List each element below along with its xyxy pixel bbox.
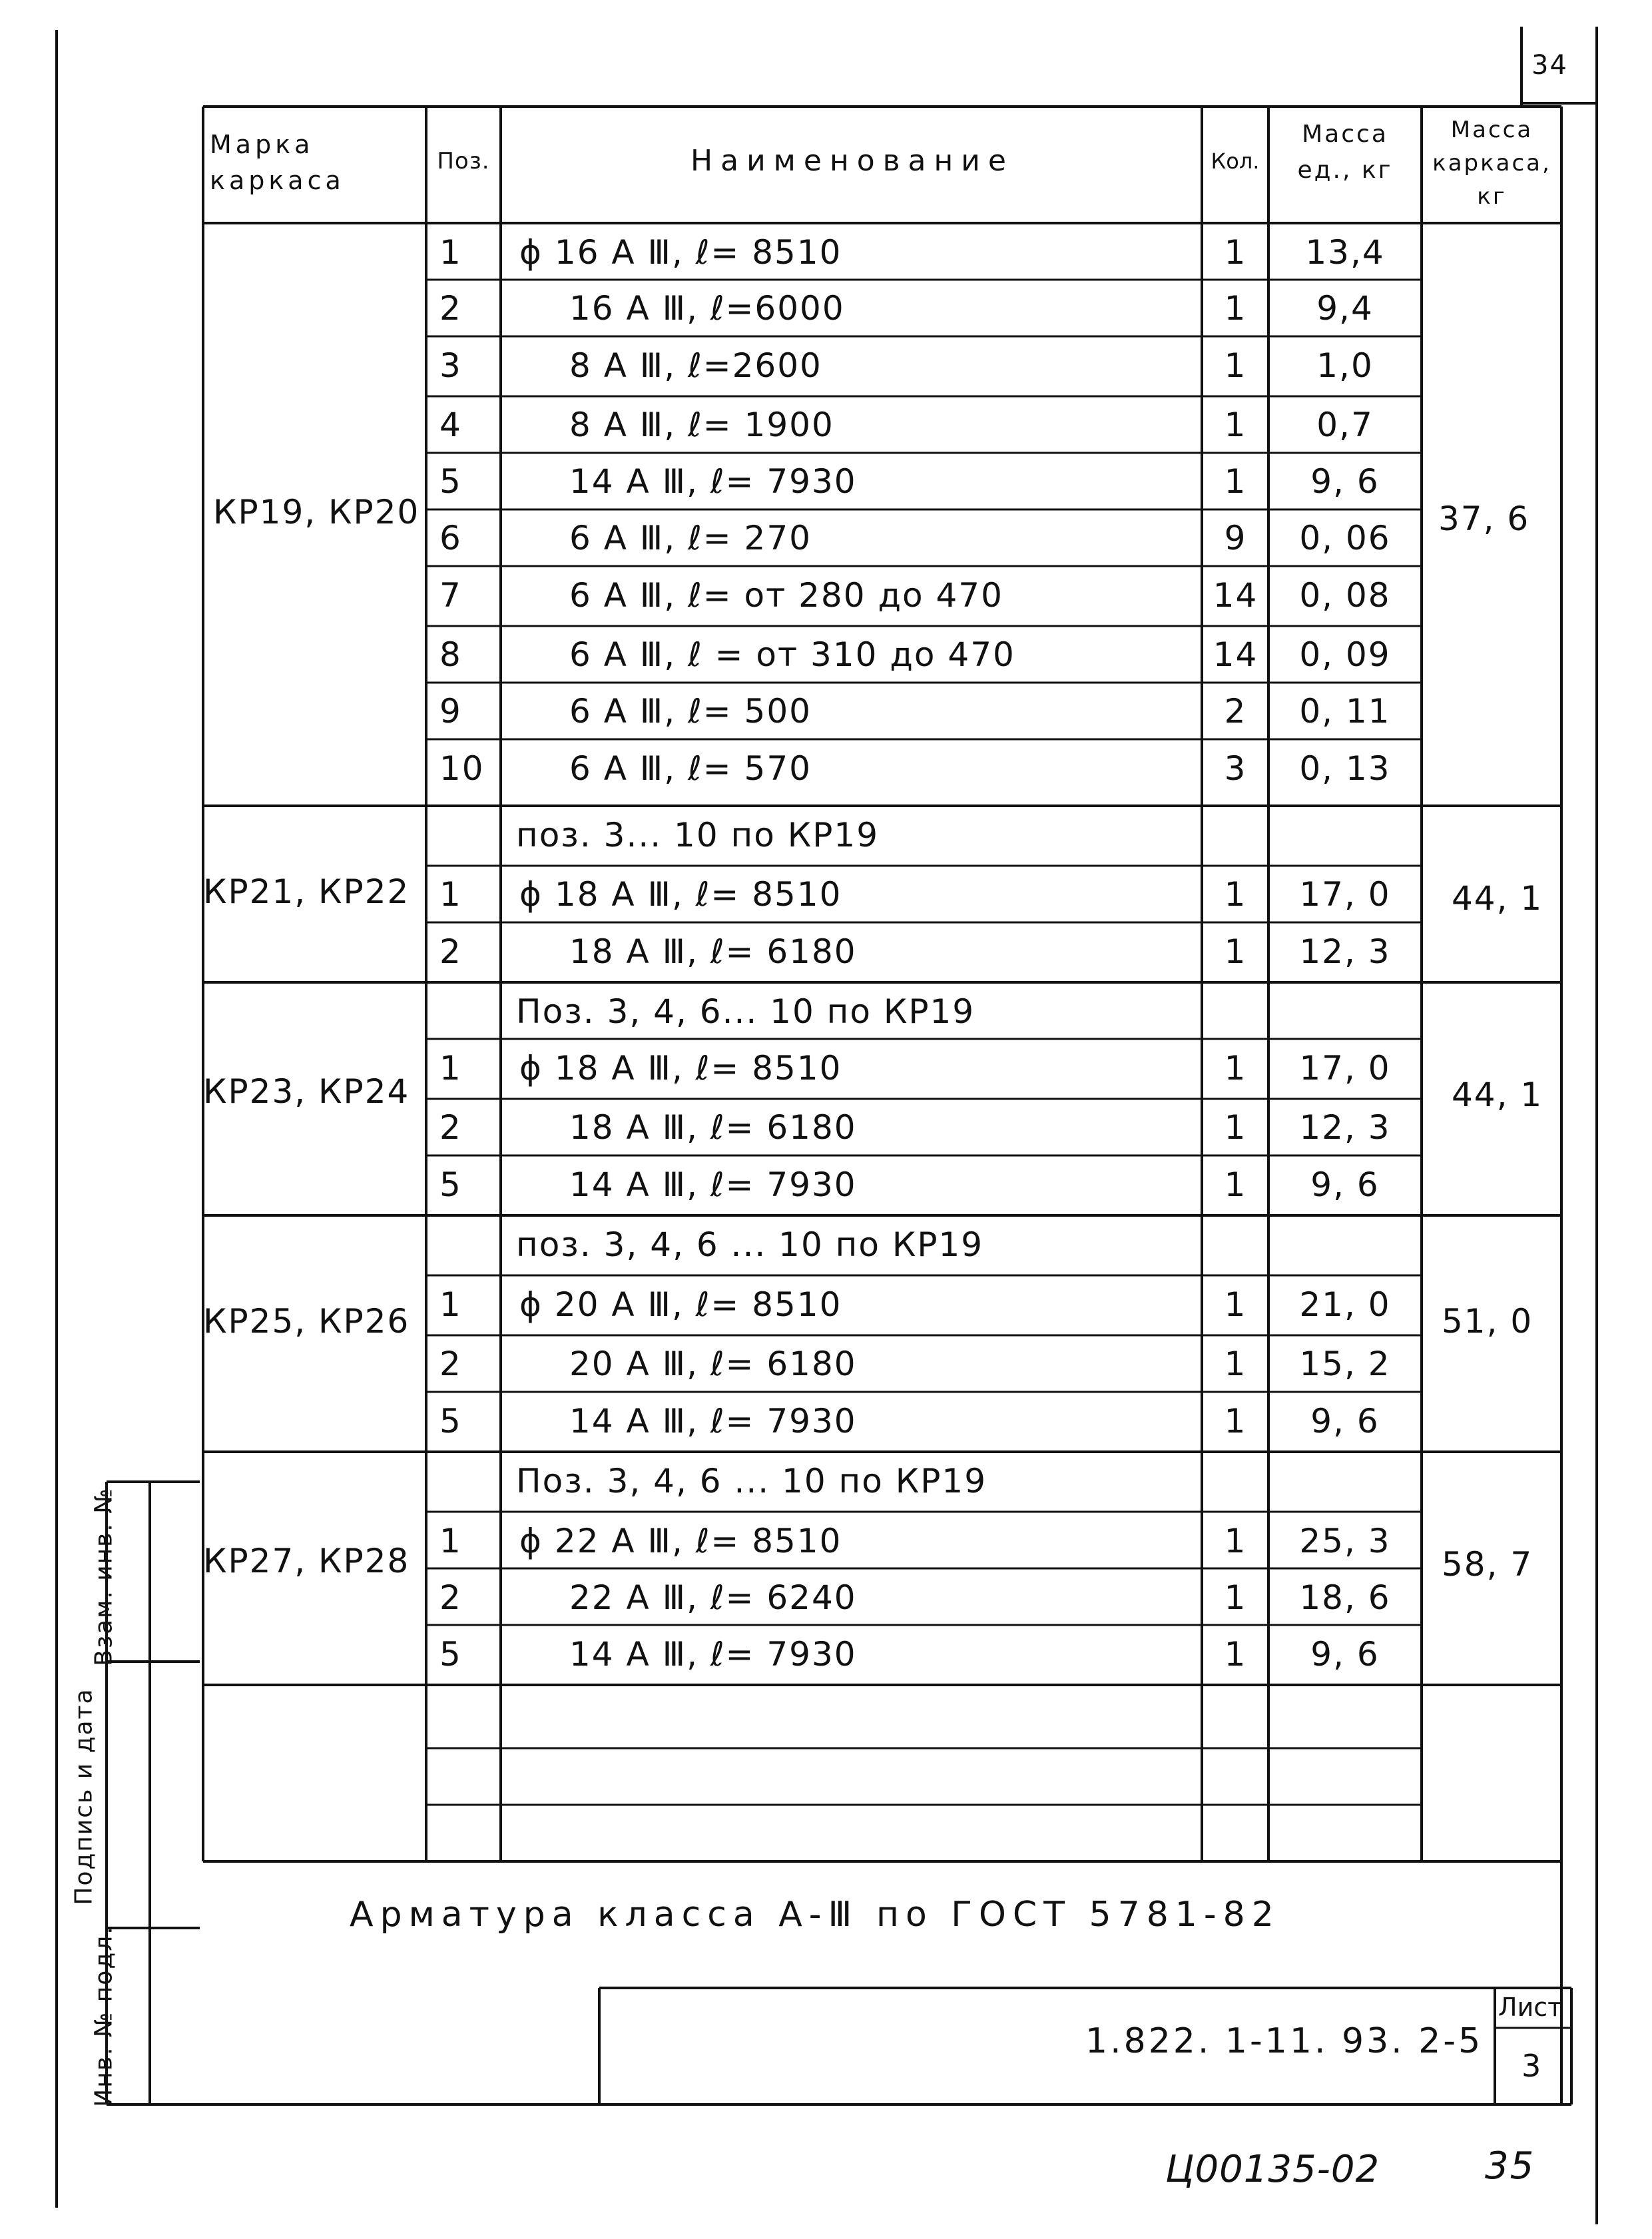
row-name: 14 А Ⅲ, ℓ= 7930 (569, 1165, 857, 1204)
row-qty: 1 (1224, 875, 1247, 914)
row-qty: 1 (1224, 346, 1247, 385)
row-pos: 2 (439, 289, 462, 328)
row-qty: 1 (1224, 1345, 1247, 1383)
row-qty: 1 (1224, 1049, 1247, 1088)
row-name: ϕ 16 А Ⅲ, ℓ= 8510 (519, 233, 842, 272)
row-qty: 1 (1224, 1108, 1247, 1147)
row-qty: 1 (1224, 932, 1247, 971)
stamp-code: Ц00135-02 (1165, 2148, 1380, 2191)
header-unit-mass: Масса ед., кг (1297, 121, 1393, 184)
row-qty: 1 (1224, 1402, 1247, 1440)
row-name: 6 А Ⅲ, ℓ = от 310 до 470 (569, 635, 1015, 674)
row-qty: 9 (1224, 519, 1247, 557)
row-name: ϕ 20 А Ⅲ, ℓ= 8510 (519, 1285, 842, 1324)
row-name: ϕ 22 А Ⅲ, ℓ= 8510 (519, 1522, 842, 1560)
row-pos: 1 (439, 233, 462, 272)
corner-number: 34 (1531, 50, 1568, 81)
group-mark: КР21, КР22 (203, 872, 410, 911)
row-name: 16 А Ⅲ, ℓ=6000 (569, 289, 845, 328)
page-number: 35 (1485, 2144, 1535, 2188)
row-unit-mass: 9, 6 (1310, 462, 1380, 501)
row-unit-mass: 17, 0 (1299, 1049, 1391, 1088)
sheet-label: Лист (1498, 1993, 1563, 2022)
row-name: 6 А Ⅲ, ℓ= 500 (569, 692, 812, 731)
row-unit-mass: 1,0 (1316, 346, 1374, 385)
material-note: Арматура класса А-Ⅲ по ГОСТ 5781-82 (350, 1895, 1280, 1935)
row-name: поз. 3, 4, 6 ... 10 по КР19 (516, 1225, 984, 1264)
row-name: 22 А Ⅲ, ℓ= 6240 (569, 1578, 857, 1617)
row-pos: 1 (439, 1049, 462, 1088)
row-pos: 7 (439, 576, 462, 615)
header-frame-mass: Масса каркаса, кг (1432, 117, 1551, 210)
row-pos: 2 (439, 1578, 462, 1617)
group-frame-mass: 44, 1 (1452, 879, 1543, 918)
row-name: 20 А Ⅲ, ℓ= 6180 (569, 1345, 857, 1383)
row-unit-mass: 9,4 (1316, 289, 1374, 328)
row-unit-mass: 0, 06 (1299, 519, 1391, 557)
row-pos: 4 (439, 406, 462, 444)
row-pos: 5 (439, 1635, 462, 1674)
row-pos: 2 (439, 932, 462, 971)
row-unit-mass: 12, 3 (1299, 1108, 1391, 1147)
group-frame-mass: 37, 6 (1438, 499, 1530, 538)
row-qty: 1 (1224, 289, 1247, 328)
row-name: Поз. 3, 4, 6 ... 10 по КР19 (516, 1462, 987, 1500)
row-qty: 2 (1224, 692, 1247, 731)
group-mark: КР25, КР26 (203, 1302, 410, 1341)
row-unit-mass: 0, 08 (1299, 576, 1391, 615)
row-unit-mass: 0, 09 (1299, 635, 1391, 674)
row-unit-mass: 12, 3 (1299, 932, 1391, 971)
row-name: Поз. 3, 4, 6... 10 по КР19 (516, 992, 975, 1031)
header-qty: Кол. (1211, 149, 1260, 174)
row-qty: 1 (1224, 1578, 1247, 1617)
row-name: 14 А Ⅲ, ℓ= 7930 (569, 462, 857, 501)
row-pos: 9 (439, 692, 462, 731)
row-qty: 1 (1224, 1165, 1247, 1204)
row-name: 18 А Ⅲ, ℓ= 6180 (569, 932, 857, 971)
row-name: поз. 3... 10 по КР19 (516, 816, 880, 854)
row-qty: 1 (1224, 1522, 1247, 1560)
row-name: ϕ 18 А Ⅲ, ℓ= 8510 (519, 875, 842, 914)
row-qty: 1 (1224, 1635, 1247, 1674)
sheet-number: 3 (1521, 2048, 1543, 2084)
row-unit-mass: 13,4 (1305, 233, 1385, 272)
row-pos: 1 (439, 875, 462, 914)
row-qty: 14 (1213, 635, 1258, 674)
row-qty: 1 (1224, 1285, 1247, 1324)
group-frame-mass: 58, 7 (1442, 1545, 1533, 1584)
row-pos: 5 (439, 462, 462, 501)
row-unit-mass: 0, 11 (1299, 692, 1391, 731)
row-pos: 5 (439, 1402, 462, 1440)
row-name: 6 А Ⅲ, ℓ= 270 (569, 519, 812, 557)
row-pos: 3 (439, 346, 462, 385)
row-pos: 2 (439, 1345, 462, 1383)
sign-date-label: Подпись и дата (70, 1688, 98, 1905)
row-name: ϕ 18 А Ⅲ, ℓ= 8510 (519, 1049, 842, 1088)
row-unit-mass: 9, 6 (1310, 1635, 1380, 1674)
inv-orig-label: Инв. № подл. (90, 1925, 118, 2107)
row-unit-mass: 9, 6 (1310, 1165, 1380, 1204)
row-pos: 6 (439, 519, 462, 557)
row-unit-mass: 0, 13 (1299, 749, 1391, 788)
row-unit-mass: 15, 2 (1299, 1345, 1391, 1383)
row-qty: 3 (1224, 749, 1247, 788)
row-unit-mass: 21, 0 (1299, 1285, 1391, 1324)
row-pos: 10 (439, 749, 485, 788)
group-mark: КР23, КР24 (203, 1072, 410, 1111)
row-unit-mass: 17, 0 (1299, 875, 1391, 914)
row-name: 14 А Ⅲ, ℓ= 7930 (569, 1635, 857, 1674)
row-qty: 14 (1213, 576, 1258, 615)
row-unit-mass: 0,7 (1316, 406, 1374, 444)
row-pos: 2 (439, 1108, 462, 1147)
row-name: 18 А Ⅲ, ℓ= 6180 (569, 1108, 857, 1147)
row-pos: 1 (439, 1522, 462, 1560)
header-pos: Поз. (437, 148, 490, 174)
row-qty: 1 (1224, 462, 1247, 501)
header-name: Наименование (690, 144, 1014, 178)
row-pos: 1 (439, 1285, 462, 1324)
row-unit-mass: 18, 6 (1299, 1578, 1391, 1617)
row-unit-mass: 9, 6 (1310, 1402, 1380, 1440)
row-pos: 8 (439, 635, 462, 674)
group-frame-mass: 44, 1 (1452, 1076, 1543, 1114)
row-name: 14 А Ⅲ, ℓ= 7930 (569, 1402, 857, 1440)
row-qty: 1 (1224, 233, 1247, 272)
group-frame-mass: 51, 0 (1442, 1302, 1533, 1341)
row-qty: 1 (1224, 406, 1247, 444)
row-pos: 5 (439, 1165, 462, 1204)
header-mark: Марка каркаса (210, 130, 345, 195)
row-name: 6 А Ⅲ, ℓ= 570 (569, 749, 812, 788)
row-name: 8 А Ⅲ, ℓ= 1900 (569, 406, 834, 444)
group-mark: КР27, КР28 (203, 1542, 410, 1580)
row-unit-mass: 25, 3 (1299, 1522, 1391, 1560)
group-mark: КР19, КР20 (213, 493, 420, 531)
row-name: 6 А Ⅲ, ℓ= от 280 до 470 (569, 576, 1003, 615)
replace-inv-label: Взам. инв. № (90, 1487, 118, 1666)
document-code: 1.822. 1-11. 93. 2-5 (1085, 2021, 1484, 2061)
row-name: 8 А Ⅲ, ℓ=2600 (569, 346, 822, 385)
